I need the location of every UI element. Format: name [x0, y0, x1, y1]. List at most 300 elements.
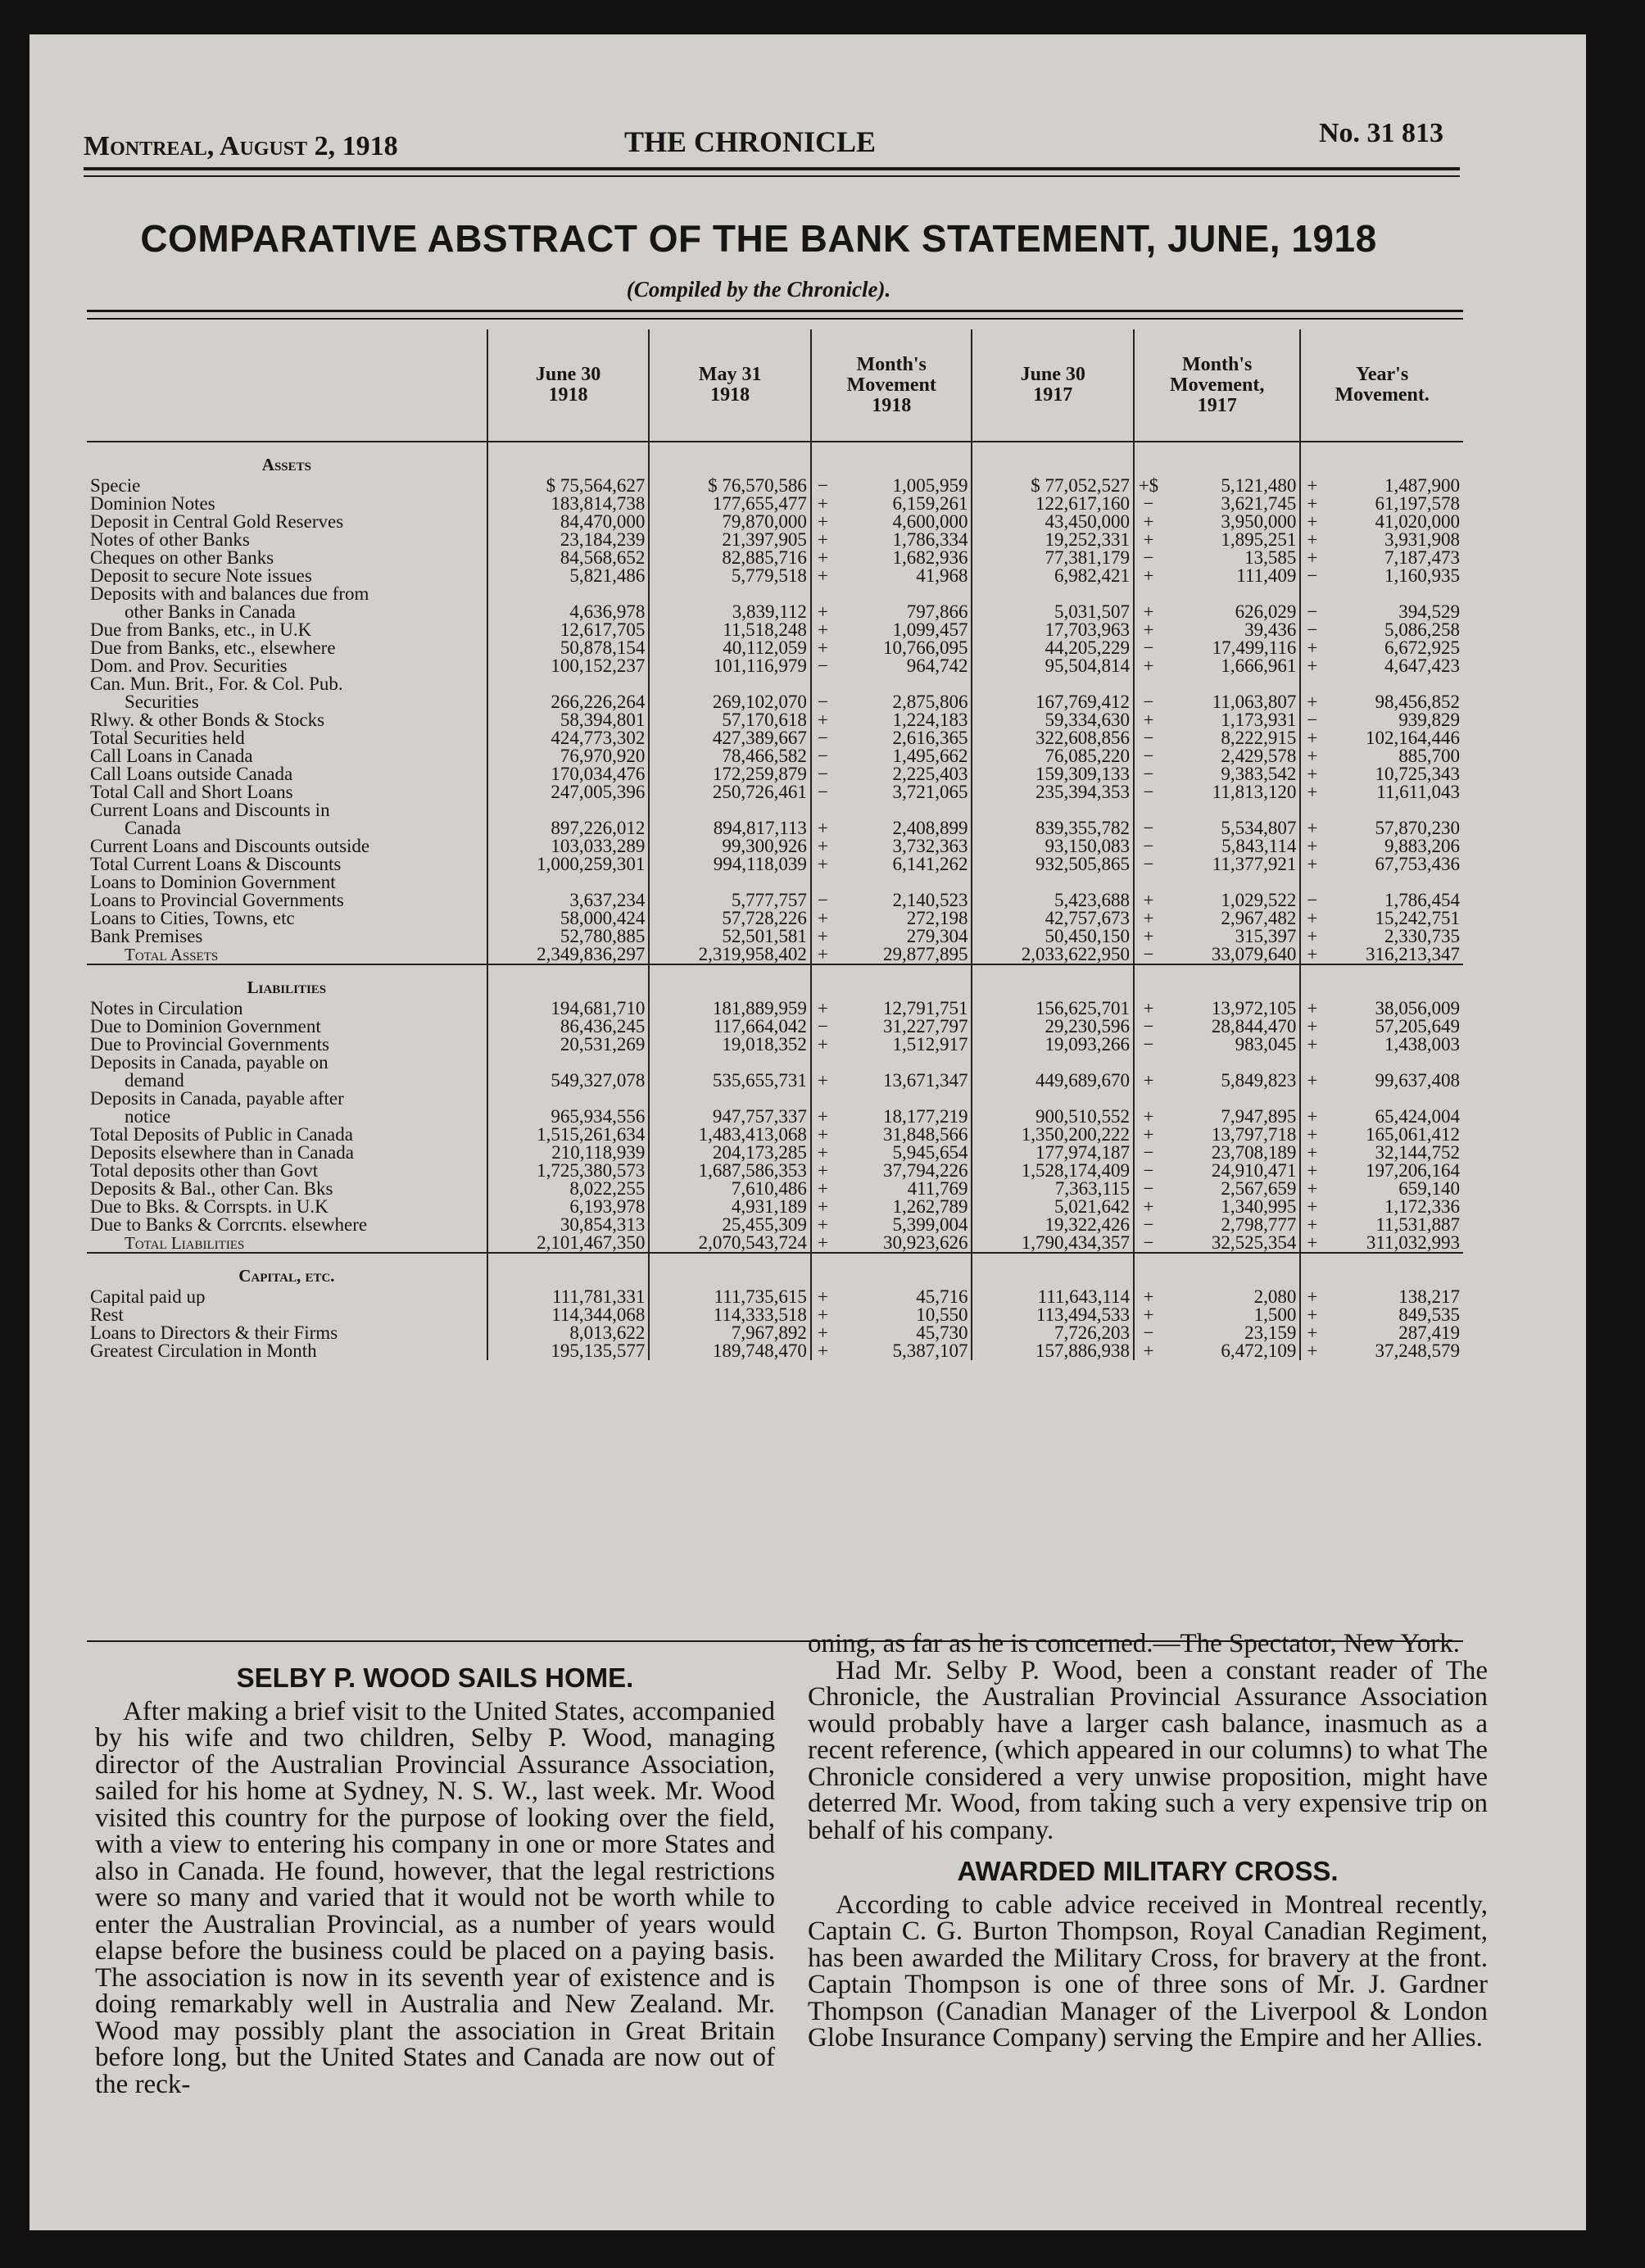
row-label: Total Securities held: [90, 729, 245, 747]
value-cell: [834, 585, 972, 603]
value-cell: 11,531,887: [1375, 1214, 1460, 1235]
sign-cell: +: [1300, 1018, 1323, 1036]
empty-cell: [1134, 1253, 1162, 1288]
empty-cell: [1162, 964, 1300, 1000]
value-cell: 272,198: [906, 908, 968, 928]
sign-cell: +: [1134, 1288, 1162, 1306]
row-label: Dominion Notes: [90, 495, 215, 513]
value-cell: 5,387,107: [892, 1340, 968, 1361]
column-header: [487, 329, 650, 442]
value-cell: 535,655,731: [649, 1072, 811, 1090]
value-cell: 5,779,518: [649, 567, 811, 585]
sign-cell: +: [811, 603, 834, 621]
value-cell: 79,870,000: [649, 513, 811, 531]
article-paragraph: Had Mr. Selby P. Wood, been a constant reader of The Chronicle, the Australian Provincial Assurance Association would probably have a larger cash balance, inasmuch as a recent reference, (which appeared in our columns) to what The Chronicle considered a very unwise proposition, might have deterred Mr. Wood, from taking such a very expensive trip on behalf of his company.: [808, 1655, 1488, 1845]
value-cell: 1,173,931: [1221, 710, 1297, 730]
sign-cell: +: [811, 621, 834, 639]
column-header: [1300, 329, 1463, 442]
value-cell: 122,617,160: [972, 495, 1134, 513]
value-cell: [487, 1054, 650, 1072]
table-row: [87, 1198, 1463, 1216]
value-cell: 1,495,662: [892, 746, 968, 766]
value-cell: 111,409: [1236, 565, 1297, 586]
value-cell: 41,020,000: [1375, 511, 1460, 532]
sign-cell: +: [1300, 747, 1323, 765]
sign-cell: +: [811, 1072, 834, 1090]
value-cell: 411,769: [907, 1178, 968, 1199]
value-cell: 33,079,640: [1162, 946, 1300, 964]
value-cell: 20,531,269: [487, 1036, 650, 1054]
sign-cell: +: [1134, 1072, 1162, 1090]
sign-cell: +: [811, 1162, 834, 1180]
sign-cell: +: [1300, 1036, 1323, 1054]
newspaper-page: [29, 34, 1586, 2230]
sign-cell: +: [1300, 1342, 1323, 1360]
value-cell: 204,173,285: [649, 1144, 811, 1162]
value-cell: 5,086,258: [1384, 619, 1460, 640]
sign-cell: +: [811, 909, 834, 928]
value-cell: 8,222,915: [1221, 728, 1297, 748]
table-row: [87, 873, 1463, 891]
sign-cell: +: [811, 567, 834, 585]
value-cell: 4,931,189: [649, 1198, 811, 1216]
sign-cell: [1300, 873, 1323, 891]
sign-cell: +: [811, 1234, 834, 1253]
value-cell: 58,000,424: [487, 909, 650, 928]
value-cell: 183,814,738: [487, 495, 650, 513]
value-cell: 549,327,078: [487, 1072, 650, 1090]
value-cell: 7,187,473: [1384, 547, 1460, 568]
value-cell: [1162, 801, 1300, 819]
value-cell: 1,512,917: [892, 1034, 968, 1055]
value-cell: 994,118,039: [649, 855, 811, 873]
value-cell: 19,252,331: [972, 531, 1134, 549]
sign-cell: +: [1300, 1198, 1323, 1216]
value-cell: 9,383,542: [1221, 764, 1297, 784]
value-cell: 5,399,004: [892, 1214, 968, 1235]
bank-statement-table: [87, 329, 1463, 1360]
sign-cell: +: [1134, 531, 1162, 549]
sign-cell: +: [811, 1288, 834, 1306]
value-cell: 3,732,363: [892, 836, 968, 856]
label-column-header: [87, 329, 487, 442]
row-label: Loans to Cities, Towns, etc: [90, 909, 295, 928]
value-cell: 102,164,446: [1366, 728, 1460, 748]
table-row: [87, 1234, 1463, 1253]
sign-cell: +: [1134, 711, 1162, 729]
row-label: demand: [125, 1072, 184, 1090]
table-row: [87, 783, 1463, 801]
value-cell: 100,152,237: [487, 657, 650, 675]
sign-cell: +: [1300, 1072, 1323, 1090]
value-cell: 52,501,581: [649, 928, 811, 946]
value-cell: [834, 675, 972, 693]
sign-cell: +: [1300, 693, 1323, 711]
sign-cell: [811, 585, 834, 603]
sign-cell: +: [1300, 819, 1323, 837]
empty-cell: [811, 1253, 834, 1288]
table-row: [87, 513, 1463, 531]
empty-cell: [649, 964, 811, 1000]
value-cell: 1,500: [1253, 1304, 1297, 1325]
sign-cell: +: [1300, 639, 1323, 657]
sign-cell: [1134, 1090, 1162, 1108]
value-cell: 266,226,264: [487, 693, 650, 711]
table-body: [87, 442, 1463, 1360]
sign-cell: +: [811, 1036, 834, 1054]
empty-cell: [811, 964, 834, 1000]
empty-cell: [1300, 964, 1323, 1000]
sign-cell: −: [811, 693, 834, 711]
value-cell: 31,848,566: [882, 1124, 968, 1145]
sign-cell: +: [1134, 909, 1162, 928]
value-cell: $ 75,564,627: [487, 477, 650, 495]
sign-cell: −: [1134, 946, 1162, 964]
value-cell: 6,159,261: [892, 493, 968, 514]
value-cell: 78,466,582: [649, 747, 811, 765]
sign-cell: +: [811, 639, 834, 657]
value-cell: 111,643,114: [972, 1288, 1134, 1306]
value-cell: 42,757,673: [972, 909, 1134, 928]
row-label: Due from Banks, etc., elsewhere: [90, 639, 336, 657]
value-cell: 5,821,486: [487, 567, 650, 585]
value-cell: 58,394,801: [487, 711, 650, 729]
value-cell: 5,843,114: [1221, 836, 1297, 856]
value-cell: [487, 585, 650, 603]
table-row: [87, 1342, 1463, 1360]
value-cell: 5,031,507: [972, 603, 1134, 621]
empty-cell: [811, 442, 834, 477]
row-label: Deposits elsewhere than in Canada: [90, 1144, 354, 1162]
value-cell: 10,766,095: [882, 637, 968, 658]
table-row: [87, 801, 1463, 819]
sign-cell: +: [1300, 549, 1323, 567]
sign-cell: [811, 675, 834, 693]
value-cell: [1323, 675, 1463, 693]
value-cell: 101,116,979: [649, 657, 811, 675]
sign-cell: −: [811, 765, 834, 783]
value-cell: [487, 675, 650, 693]
value-cell: 947,757,337: [649, 1108, 811, 1126]
sign-cell: +: [1300, 1288, 1323, 1306]
value-cell: 138,217: [1398, 1286, 1460, 1307]
table-row: [87, 1324, 1463, 1342]
header-rule-thin: [84, 175, 1460, 177]
sign-cell: [1134, 585, 1162, 603]
article-heading: SELBY P. WOOD SAILS HOME.: [236, 1662, 634, 1693]
empty-cell: [834, 442, 972, 477]
table-row: [87, 1054, 1463, 1072]
masthead: THE CHRONICLE: [624, 125, 877, 158]
value-cell: 76,970,920: [487, 747, 650, 765]
row-label: Notes of other Banks: [90, 531, 250, 549]
sign-cell: +: [1134, 1108, 1162, 1126]
article-heading: AWARDED MILITARY CROSS.: [957, 1856, 1339, 1886]
empty-cell: [1323, 442, 1463, 477]
page-subtitle: (Compiled by the Chronicle).: [626, 277, 891, 302]
empty-cell: [1134, 442, 1162, 477]
value-cell: 111,735,615: [649, 1288, 811, 1306]
value-cell: 195,135,577: [487, 1342, 650, 1360]
sign-cell: −: [1134, 783, 1162, 801]
sign-cell: −: [1134, 1234, 1162, 1253]
empty-cell: [1323, 1253, 1463, 1288]
value-cell: 84,568,652: [487, 549, 650, 567]
column-header-text: Year's Movement.: [1335, 364, 1430, 406]
value-cell: 159,309,133: [972, 765, 1134, 783]
value-cell: 797,866: [906, 601, 968, 622]
value-cell: 39,436: [1244, 619, 1297, 640]
value-cell: 1,786,334: [892, 529, 968, 550]
sign-cell: [811, 1054, 834, 1072]
value-cell: 23,159: [1244, 1322, 1297, 1343]
value-cell: 659,140: [1398, 1178, 1460, 1199]
value-cell: 7,610,486: [649, 1180, 811, 1198]
sign-cell: +: [1134, 1000, 1162, 1018]
sign-cell: −: [1134, 1036, 1162, 1054]
table-row: [87, 531, 1463, 549]
value-cell: 1,487,900: [1384, 475, 1460, 496]
value-cell: [1323, 1090, 1463, 1108]
value-cell: 279,304: [906, 926, 968, 946]
value-cell: 8,013,622: [487, 1324, 650, 1342]
value-cell: 2,408,899: [892, 818, 968, 838]
value-cell: 1,895,251: [1221, 529, 1297, 550]
value-cell: 40,112,059: [649, 639, 811, 657]
value-cell: 1,687,586,353: [649, 1162, 811, 1180]
table-row: [87, 1306, 1463, 1324]
value-cell: 57,205,649: [1375, 1016, 1460, 1036]
value-cell: 43,450,000: [972, 513, 1134, 531]
value-cell: 103,033,289: [487, 837, 650, 855]
value-cell: 57,870,230: [1375, 818, 1460, 838]
table-row: [87, 747, 1463, 765]
sign-cell: +: [811, 549, 834, 567]
value-cell: [649, 585, 811, 603]
row-label: Cheques on other Banks: [90, 549, 274, 567]
value-cell: 65,424,004: [1375, 1106, 1460, 1127]
value-cell: 114,333,518: [649, 1306, 811, 1324]
column-header: [1134, 329, 1300, 442]
column-header-text: June 30 1918: [535, 364, 601, 406]
row-label: Greatest Circulation in Month: [90, 1342, 317, 1360]
value-cell: 170,034,476: [487, 765, 650, 783]
value-cell: 76,085,220: [972, 747, 1134, 765]
value-cell: 5,945,654: [892, 1142, 968, 1163]
sign-cell: −: [1134, 1180, 1162, 1198]
empty-cell: [487, 442, 650, 477]
table-row: [87, 675, 1463, 693]
sign-cell: [811, 873, 834, 891]
column-header: [972, 329, 1134, 442]
table-row: [87, 1072, 1463, 1090]
empty-cell: [1134, 964, 1162, 1000]
table-row: [87, 567, 1463, 585]
empty-cell: [1162, 442, 1300, 477]
value-cell: 167,769,412: [972, 693, 1134, 711]
value-cell: 269,102,070: [649, 693, 811, 711]
sign-cell: −: [1300, 567, 1323, 585]
table-row: [87, 946, 1463, 964]
value-cell: 77,381,179: [972, 549, 1134, 567]
value-cell: 37,248,579: [1375, 1340, 1460, 1361]
value-cell: 6,193,978: [487, 1198, 650, 1216]
row-label: Total Deposits of Public in Canada: [90, 1126, 353, 1144]
sign-cell: +: [811, 1324, 834, 1342]
sign-cell: +: [1300, 513, 1323, 531]
column-header: [811, 329, 972, 442]
value-cell: 1,350,200,222: [972, 1126, 1134, 1144]
section-heading: Assets: [261, 455, 311, 474]
row-label: Call Loans in Canada: [90, 747, 253, 765]
value-cell: 44,205,229: [972, 639, 1134, 657]
sign-cell: +: [1300, 1144, 1323, 1162]
value-cell: 11,611,043: [1376, 782, 1460, 802]
value-cell: 1,515,261,634: [487, 1126, 650, 1144]
empty-cell: [972, 442, 1134, 477]
row-label: Due to Bks. & Corrspts. in U.K: [90, 1198, 329, 1216]
value-cell: 7,947,895: [1221, 1106, 1297, 1127]
table-row: [87, 1036, 1463, 1054]
row-label: notice: [125, 1108, 171, 1126]
row-label: Due from Banks, etc., in U.K: [90, 621, 312, 639]
value-cell: 181,889,959: [649, 1000, 811, 1018]
value-cell: 4,636,978: [487, 603, 650, 621]
value-cell: 2,140,523: [892, 890, 968, 910]
sign-cell: +: [811, 1342, 834, 1360]
value-cell: 12,617,705: [487, 621, 650, 639]
row-label: Total Assets: [87, 946, 487, 964]
row-label: other Banks in Canada: [125, 603, 296, 621]
sign-cell: −: [1134, 747, 1162, 765]
value-cell: 11,813,120: [1212, 782, 1297, 802]
sign-cell: −: [1134, 549, 1162, 567]
sign-cell: [1300, 585, 1323, 603]
value-cell: 2,967,482: [1221, 908, 1297, 928]
sign-cell: +: [1300, 765, 1323, 783]
value-cell: 7,967,892: [649, 1324, 811, 1342]
sign-cell: −: [1134, 1018, 1162, 1036]
sign-cell: +: [811, 513, 834, 531]
sign-cell: −: [1134, 1216, 1162, 1234]
value-cell: 1,682,936: [892, 547, 968, 568]
value-cell: [1162, 1090, 1300, 1108]
value-cell: 156,625,701: [972, 1000, 1134, 1018]
value-cell: 2,225,403: [892, 764, 968, 784]
row-label: Call Loans outside Canada: [90, 765, 293, 783]
sign-cell: [811, 1090, 834, 1108]
row-label: Can. Mun. Brit., For. & Col. Pub.: [90, 675, 343, 693]
table-row: [87, 711, 1463, 729]
sign-cell: +: [1300, 1234, 1323, 1253]
value-cell: [834, 873, 972, 891]
table-row: [87, 928, 1463, 946]
table-row: [87, 549, 1463, 567]
sign-cell: −: [1134, 693, 1162, 711]
value-cell: 1,172,336: [1384, 1196, 1460, 1217]
value-cell: 250,726,461: [649, 783, 811, 801]
sign-cell: +: [1300, 495, 1323, 513]
value-cell: 1,005,959: [892, 475, 968, 496]
value-cell: 316,213,347: [1323, 946, 1463, 964]
sign-cell: +: [1300, 837, 1323, 855]
value-cell: [972, 873, 1134, 891]
value-cell: [972, 675, 1134, 693]
value-cell: 6,472,109: [1221, 1340, 1297, 1361]
value-cell: 3,621,745: [1221, 493, 1297, 514]
empty-cell: [649, 442, 811, 477]
value-cell: 394,529: [1398, 601, 1460, 622]
value-cell: 6,982,421: [972, 567, 1134, 585]
section-heading: Liabilities: [247, 978, 327, 997]
value-cell: 427,389,667: [649, 729, 811, 747]
value-cell: 1,340,995: [1221, 1196, 1297, 1217]
value-cell: 29,230,596: [972, 1018, 1134, 1036]
value-cell: 2,101,467,350: [487, 1234, 650, 1253]
value-cell: 9,883,206: [1384, 836, 1460, 856]
value-cell: [649, 1090, 811, 1108]
table-row: [87, 495, 1463, 513]
value-cell: 50,450,150: [972, 928, 1134, 946]
value-cell: 177,974,187: [972, 1144, 1134, 1162]
sign-cell: [1134, 873, 1162, 891]
sign-cell: +: [811, 1306, 834, 1324]
value-cell: 1,786,454: [1384, 890, 1460, 910]
article-paragraph-continued: oning, as far as he is concerned.—The Spectator, New York.: [808, 1629, 1460, 1658]
value-cell: 7,363,115: [972, 1180, 1134, 1198]
value-cell: 57,170,618: [649, 711, 811, 729]
sign-cell: +: [1300, 909, 1323, 928]
table-row: [87, 837, 1463, 855]
sign-cell: +: [1300, 729, 1323, 747]
row-label: Total Liabilities: [87, 1234, 487, 1253]
value-cell: 177,655,477: [649, 495, 811, 513]
value-cell: [649, 675, 811, 693]
value-cell: 157,886,938: [972, 1342, 1134, 1360]
page-header: [84, 118, 1443, 167]
value-cell: [649, 1054, 811, 1072]
value-cell: [1323, 873, 1463, 891]
sign-cell: −: [811, 729, 834, 747]
value-cell: 194,681,710: [487, 1000, 650, 1018]
left-column: [95, 1662, 775, 2099]
value-cell: 2,875,806: [892, 692, 968, 712]
value-cell: 322,608,856: [972, 729, 1134, 747]
value-cell: 31,227,797: [882, 1016, 968, 1036]
value-cell: [649, 873, 811, 891]
sign-cell: +: [1300, 477, 1323, 495]
value-cell: 19,018,352: [649, 1036, 811, 1054]
table-row: [87, 657, 1463, 675]
value-cell: 1,528,174,409: [972, 1162, 1134, 1180]
row-label: Current Loans and Discounts in: [90, 801, 330, 819]
sign-cell: +: [1134, 621, 1162, 639]
sign-cell: +: [811, 711, 834, 729]
table-row: [87, 1162, 1463, 1180]
sign-cell: +: [1134, 891, 1162, 909]
value-cell: 67,753,436: [1375, 854, 1460, 874]
sign-cell: −: [1134, 1162, 1162, 1180]
empty-cell: [834, 1253, 972, 1288]
value-cell: [487, 1090, 650, 1108]
value-cell: $ 76,570,586: [649, 477, 811, 495]
sign-cell: +: [811, 837, 834, 855]
value-cell: [834, 1090, 972, 1108]
value-cell: 1,666,961: [1221, 655, 1297, 676]
header-rule-thick: [84, 167, 1460, 170]
empty-cell: [1162, 1253, 1300, 1288]
value-cell: 839,355,782: [972, 819, 1134, 837]
